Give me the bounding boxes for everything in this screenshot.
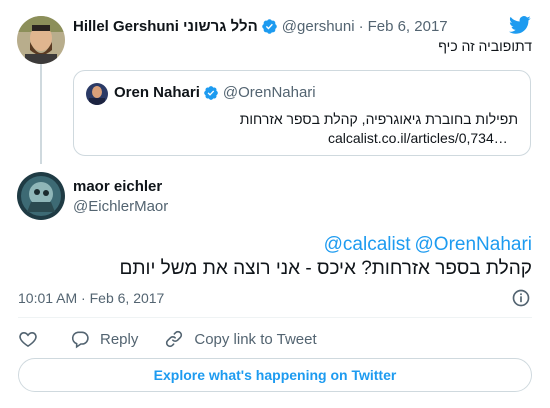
reply-display-name[interactable]: maor eichler [73, 178, 163, 195]
parent-tweet-text: דתופוביה זה כיף [438, 38, 532, 54]
reply-tweet-text: קהלת בספר אזרחות? איכס - אני רוצה את משל יותם [119, 258, 532, 279]
copy-link-button[interactable] [164, 329, 316, 349]
quoted-handle: @OrenNahari [222, 84, 316, 101]
mention-orennahari-link[interactable]: @OrenNahari [414, 234, 532, 255]
info-icon[interactable] [511, 288, 531, 308]
parent-separator: · [358, 17, 364, 35]
avatar-oren-nahari [86, 83, 108, 105]
reply-date[interactable]: Feb 6, 2017 [89, 290, 165, 306]
twitter-bird-icon[interactable] [508, 14, 532, 36]
parent-display-name[interactable]: Hillel Gershuni הלל גרשוני [73, 17, 258, 35]
thread-connector-line [40, 64, 42, 164]
parent-date[interactable]: Feb 6, 2017 [367, 17, 448, 35]
action-bar [18, 328, 317, 350]
reply-time[interactable]: 10:01 AM [18, 290, 78, 306]
heart-icon [18, 329, 38, 349]
verified-badge-icon [261, 18, 278, 35]
link-icon [164, 329, 184, 349]
reply-button[interactable] [70, 329, 138, 349]
copy-link-label: Copy link to Tweet [194, 330, 317, 348]
parent-handle[interactable]: @gershuni [281, 17, 355, 35]
quoted-tweet[interactable] [73, 70, 531, 156]
quoted-tweet-link[interactable]: calcalist.co.il/articles/0,734… [328, 130, 508, 146]
avatar-gershuni[interactable] [17, 16, 65, 64]
reply-handle[interactable]: @EichlerMaor [73, 198, 169, 215]
reply-mentions [320, 234, 532, 256]
timestamp-separator: · [81, 290, 86, 306]
avatar-eichler[interactable] [17, 172, 65, 220]
verified-badge-icon [203, 85, 219, 101]
parent-tweet-header [73, 16, 448, 36]
like-button[interactable] [18, 329, 38, 349]
quoted-tweet-text: תפילות בחוברת גיאוגרפיה, קהלת בספר אזרחות [239, 111, 518, 127]
explore-twitter-button[interactable]: Explore what's happening on Twitter [18, 358, 532, 392]
reply-button-label: Reply [100, 330, 139, 348]
actions-divider [18, 317, 532, 318]
reply-timestamp[interactable] [18, 290, 164, 306]
quoted-display-name: Oren Nahari [114, 84, 200, 101]
quoted-tweet-header [114, 84, 316, 101]
reply-bubble-icon [70, 329, 90, 349]
mention-calcalist-link[interactable]: @calcalist [323, 234, 411, 255]
